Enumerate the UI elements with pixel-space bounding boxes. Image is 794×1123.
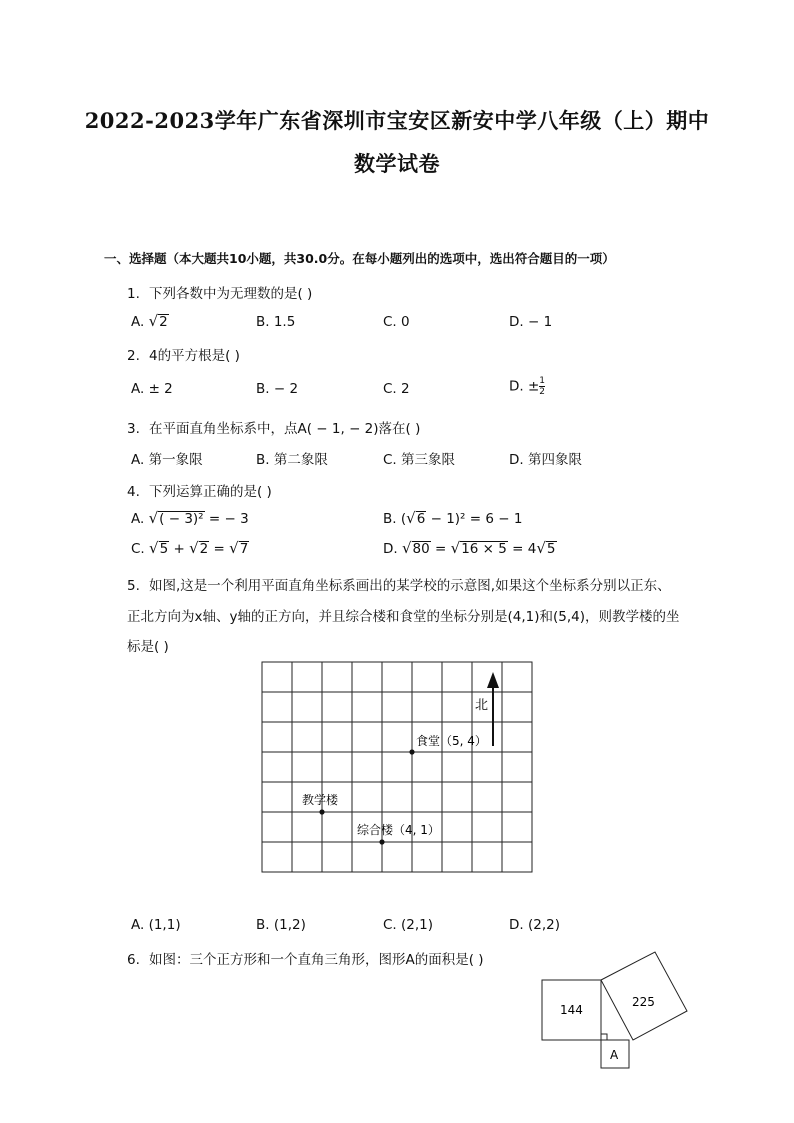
campus-grid-figure [258, 658, 538, 878]
q3-option-a[interactable]: A. 第一象限 [131, 452, 203, 468]
question-stem: 在平面直角坐标系中，点A( − 1, − 2)落在( ) [149, 421, 421, 437]
teaching-building-point [319, 809, 324, 814]
q1-option-b[interactable]: B. 1.5 [256, 314, 296, 330]
q2-option-c[interactable]: C. 2 [383, 381, 410, 397]
q4-option-a[interactable]: A. √( − 3)² = − 3 [131, 509, 249, 527]
canteen-label: 食堂（5, 4） [416, 734, 487, 748]
q5-option-d[interactable]: D. (2,2) [509, 917, 560, 933]
question-5 [127, 574, 671, 594]
question-number: 6. [127, 952, 140, 968]
q2-option-d[interactable]: D. ± $\frac{1}{2}$ [509, 376, 546, 397]
square-a-label: A [610, 1048, 619, 1062]
section-heading: 一、选择题（本大题共10小题，共30.0分。在每小题列出的选项中，选出符合题目的一项） [104, 251, 615, 266]
q1-option-d[interactable]: D. − 1 [509, 314, 553, 330]
question-stem: 如图,这是一个利用平面直角坐标系画出的某学校的示意图,如果这个坐标系分别以正东、 [149, 578, 671, 594]
q1-option-c[interactable]: C. 0 [383, 314, 410, 330]
complex-building-label: 综合楼（4, 1） [357, 823, 440, 837]
question-5-line3: 标是( ) [127, 639, 169, 655]
question-stem: 如图：三个正方形和一个直角三角形，图形A的面积是( ) [149, 952, 484, 968]
north-arrow [487, 672, 499, 746]
q3-option-d[interactable]: D. 第四象限 [509, 452, 582, 468]
q3-option-c[interactable]: C. 第三象限 [383, 452, 456, 468]
question-stem: 4的平方根是( ) [149, 348, 240, 364]
q4-option-d[interactable]: D. √80 = √16 × 5 = 4√5 [383, 539, 556, 557]
canteen-point [409, 749, 414, 754]
page-title: 2022-2023学年广东省深圳市宝安区新安中学八年级（上）期中 [84, 108, 710, 133]
q1-option-a[interactable]: A. √2 [131, 312, 168, 330]
question-stem: 下列各数中为无理数的是( ) [149, 286, 313, 302]
question-stem: 下列运算正确的是( ) [149, 484, 272, 500]
q5-option-a[interactable]: A. (1,1) [131, 917, 181, 933]
teaching-building-label: 教学楼 [302, 793, 339, 807]
question-number: 2. [127, 348, 140, 364]
question-number: 5. [127, 578, 140, 594]
square-225-label: 225 [632, 995, 655, 1009]
question-4 [127, 480, 272, 500]
north-label: 北 [475, 698, 489, 713]
question-number: 1. [127, 286, 140, 302]
squares-figure [536, 948, 696, 1074]
q5-option-b[interactable]: B. (1,2) [256, 917, 306, 933]
q2-option-a[interactable]: A. ± 2 [131, 381, 173, 397]
question-6 [127, 948, 484, 968]
complex-building-point [379, 839, 384, 844]
question-2 [127, 344, 240, 364]
q4-option-b[interactable]: B. (√6 − 1)² = 6 − 1 [383, 509, 523, 527]
right-angle-mark [601, 1034, 607, 1040]
page-subtitle: 数学试卷 [354, 151, 440, 176]
question-number: 4. [127, 484, 140, 500]
question-3 [127, 417, 420, 437]
question-1 [127, 282, 312, 302]
square-144-label: 144 [560, 1003, 583, 1017]
question-5-line2: 正北方向为x轴、y轴的正方向，并且综合楼和食堂的坐标分别是(4,1)和(5,4)，则教学楼的坐 [127, 609, 680, 625]
question-number: 3. [127, 421, 140, 437]
q2-option-b[interactable]: B. − 2 [256, 381, 299, 397]
q4-option-c[interactable]: C. √5 + √2 = √7 [131, 539, 249, 557]
q5-option-c[interactable]: C. (2,1) [383, 917, 434, 933]
q3-option-b[interactable]: B. 第二象限 [256, 452, 328, 468]
grid-lines [262, 662, 532, 872]
